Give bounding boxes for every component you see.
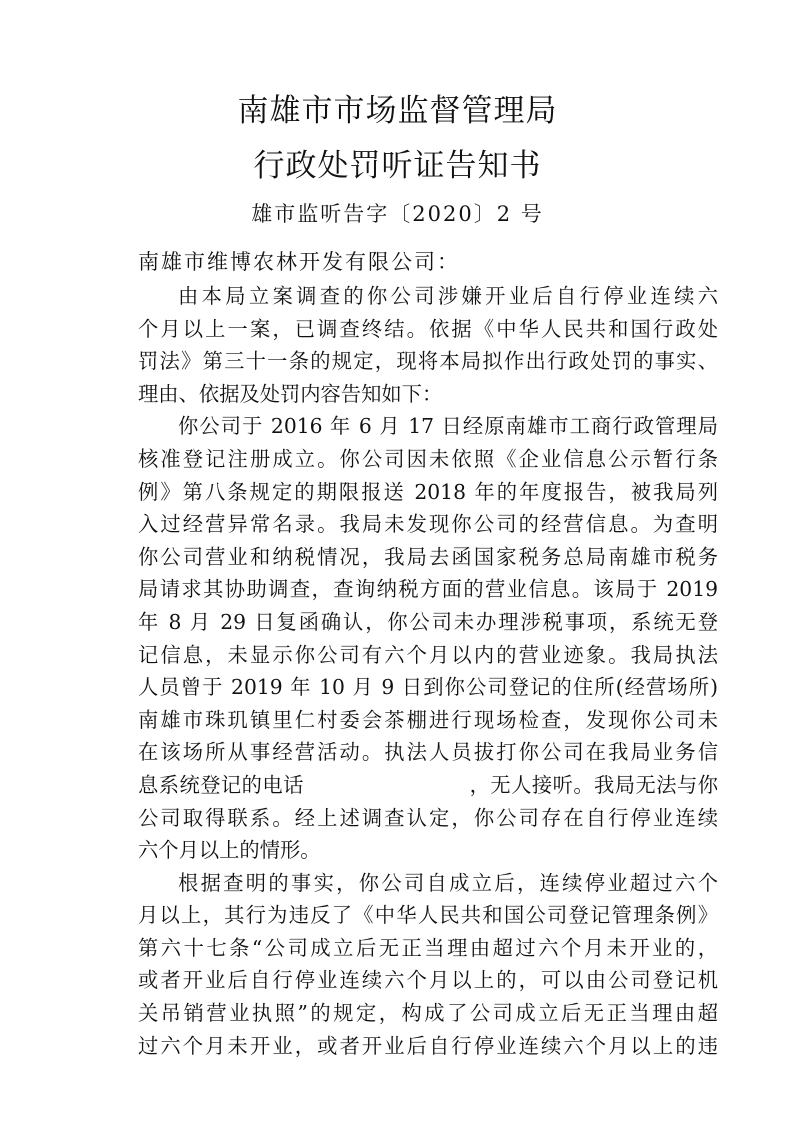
paragraph-line: 由本局立案调查的你公司涉嫌开业后自行停业连续六	[178, 284, 718, 308]
paragraph-line: 息系统登记的电话 ，无人接听。我局无法与你	[138, 772, 718, 797]
document-title-line-1: 南雄市市场监督管理局	[237, 93, 558, 129]
paragraph-line: 你公司营业和纳税情况，我局去函国家税务总局南雄市税务	[138, 544, 718, 569]
paragraph-line: 在该场所从事经营活动。执法人员拔打你公司在我局业务信	[138, 740, 718, 765]
paragraph-line: 局请求其协助调查，查询纳税方面的营业信息。该局于 2019	[138, 577, 718, 602]
paragraph-line: 你公司于 2016 年 6 月 17 日经原南雄市工商行政管理局	[178, 414, 718, 439]
paragraph-line: 过六个月未开业，或者开业后自行停业连续六个月以上的违	[138, 1033, 718, 1058]
paragraph-line: 月以上，其行为违反了《中华人民共和国公司登记管理条例》	[138, 903, 718, 928]
paragraph-line: 公司取得联系。经上述调查认定，你公司存在自行停业连续	[138, 805, 718, 830]
paragraph-line: 年 8 月 29 日复函确认，你公司未办理涉税事项，系统无登	[138, 609, 718, 634]
paragraph-line: 或者开业后自行停业连续六个月以上的，可以由公司登记机	[138, 968, 718, 993]
document-title-line-2: 行政处罚听证告知书	[253, 148, 542, 184]
paragraph-line: 关吊销营业执照”的规定，构成了公司成立后无正当理由超	[138, 1001, 718, 1026]
paragraph-line: 例》第八条规定的期限报送 2018 年的年度报告，被我局列	[138, 479, 718, 504]
paragraph-legal-basis	[138, 867, 718, 1063]
paragraph-line: 个月以上一案，已调查终结。依据《中华人民共和国行政处	[138, 316, 718, 341]
paragraph-line: 第六十七条“公司成立后无正当理由超过六个月未开业的，	[138, 935, 718, 960]
paragraph-facts	[138, 410, 718, 866]
paragraph-line: 六个月以上的情形。	[138, 838, 321, 863]
paragraph-line: 南雄市珠玑镇里仁村委会茶棚进行现场检查，发现你公司未	[138, 707, 718, 732]
document-body	[138, 280, 718, 1062]
addressee: 南雄市维博农林开发有限公司：	[138, 250, 460, 274]
paragraph-line: 理由、依据及处罚内容告知如下：	[138, 381, 443, 406]
paragraph-line: 人员曾于 2019 年 10 月 9 日到你公司登记的住所(经营场所)	[138, 675, 718, 700]
paragraph-line: 核准登记注册成立。你公司因未依照《企业信息公示暂行条	[138, 446, 718, 471]
document-number: 雄市监听告字〔2020〕2 号	[251, 202, 544, 226]
paragraph-case-summary	[138, 280, 718, 410]
paragraph-line: 根据查明的事实，你公司自成立后，连续停业超过六个	[178, 870, 718, 895]
paragraph-line: 罚法》第三十一条的规定，现将本局拟作出行政处罚的事实、	[138, 349, 718, 374]
paragraph-line: 入过经营异常名录。我局未发现你公司的经营信息。为查明	[138, 512, 718, 537]
paragraph-line: 记信息，未显示你公司有六个月以内的营业迹象。我局执法	[138, 642, 718, 667]
